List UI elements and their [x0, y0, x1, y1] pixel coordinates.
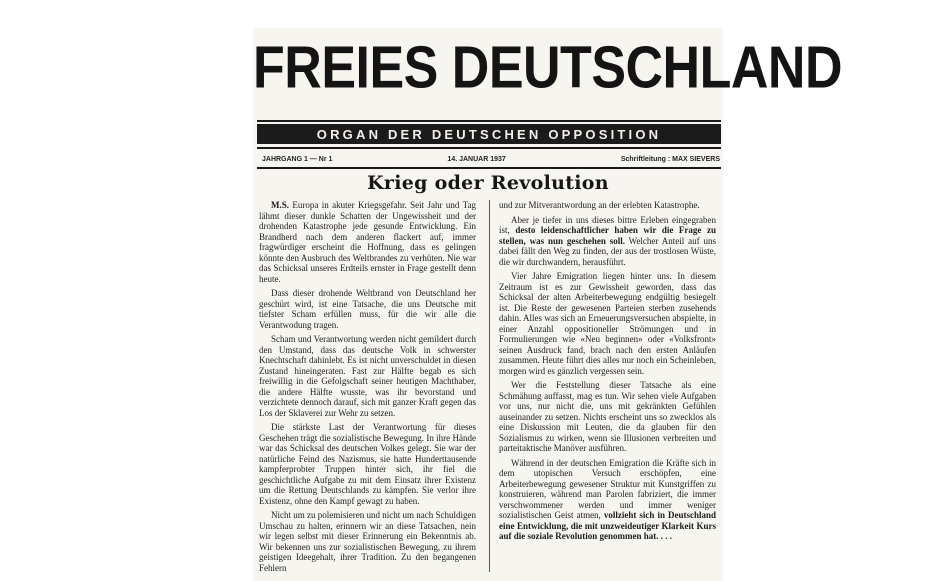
emphasis-text: desto leidenschaftlicher haben wir die Frage zu stellen, was nun geschehen soll. — [499, 225, 716, 246]
article-paragraph: M.S. Europa in akuter Kriegsgefahr. Seit Jahr und Tag lähmt dieser dunkle Schatten der Ungewissheit und der drohenden Katastrophe jede gesunde Entwicklung. Ein Brandherd nach dem anderen flackert auf, immer fragwürdiger erscheint die Hoffnung, dass es gelingen könnte den Ausbruch des Weltbrandes zu verhüten. Nie war das Schicksal unseres Erdteils ernster in Frage gestellt denn heute. — [259, 200, 476, 284]
article-paragraph: Vier Jahre Emigration liegen hinter uns. In diesem Zeitraum ist es zur Gewissheit geworden, dass das Schicksal der alten Arbeiterbewegung endgültig besiegelt ist. Die Reste der gewesenen Parteien sterben zusehends dahin. Alles was sich an Erneuerungsversuchen abspielte, in einer Anzahl oppositioneller Strömungen und in Formulierungen wie «Neu beginnen» oder «Volksfront» seinen Ausdruck fand, brach nach den ersten Anläufen zusammen. Heute führt dies alles nur noch ein Scheinleben, morgen wird es gänzlich vergessen sein. — [499, 271, 716, 376]
article-column-left — [259, 200, 476, 575]
article-paragraph: Die stärkste Last der Verantwortung für dieses Geschehen trägt die sozialistische Bewegung. In ihre Hände war das Schicksal des deutschen Volkes gelegt. Sie war der natürliche Feind des Nazismus, sie hatte Hunderttausende kampferprobter Truppen hinter sich, ihr fiel die geschichtliche Aufgabe zu mit dem Einsatz ihrer Existenz um die Rettung Deutschlands zu kämpfen. Sie verlor ihre Existenz, ohne den Kampf gewagt zu haben. — [259, 422, 476, 506]
masthead-rule-middle — [257, 147, 721, 149]
issue-info-row — [262, 153, 720, 165]
issue-number: JAHRGANG 1 — Nr 1 — [262, 155, 333, 163]
article-paragraph: Nicht um zu polemisieren und nicht um nach Schuldigen Umschau zu halten, erinnern wir an diese Tatsachen, nein wir legen selbst mit dieser Erinnerung ein Bekenntnis ab. Wir bekennen uns zur sozialistischen Bewegung, zu ihrem geistigen Ideegehalt, ihrer Tradition. Zu den begangenen Fehlern — [259, 510, 476, 573]
masthead-rule-top — [257, 120, 721, 122]
column-divider — [489, 200, 490, 572]
masthead — [253, 30, 843, 102]
editor-credit: Schriftleitung : MAX SIEVERS — [620, 155, 720, 163]
article-headline: Krieg oder Revolution — [367, 172, 609, 194]
article-paragraph: Während in der deutschen Emigration die Kräfte sich in dem utopischen Versuch erschöpfen, eine Arbeiterbewegung gewesener Struktur mit Kunstgriffen zu konstruieren, während man Parolen fabriziert, die immer verschwommener werden und immer weniger sozialistischen Geist atmen, vollzieht sich in Deutschland eine Entwicklung, die mit unzweideutiger Klarkeit Kurs auf die soziale Revolution genommen hat. . . . — [499, 457, 716, 541]
article-column-right — [499, 200, 716, 575]
newspaper-subtitle: ORGAN DER DEUTSCHEN OPPOSITION — [257, 124, 721, 144]
article-paragraph: und zur Mitverantwordung an der erlebten Katastrophe. — [499, 200, 700, 210]
issue-date: 14. JANUAR 1937 — [447, 155, 506, 163]
newspaper-title: FREIES DEUTSCHLAND — [253, 34, 843, 102]
article-paragraph: Dass dieser drohende Weltbrand von Deutschland her geschürt wird, ist eine Tatsache, die uns Deutsche mit tiefster Scham erfüllen muss, für die wir alle die Verantwodung tragen. — [259, 288, 476, 330]
emphasis-text: vollzieht sich in Deutschland eine Entwicklung, die mit unzweideutiger Klarkeit Kurs auf die soziale Revolution genommen hat. . . . — [499, 510, 716, 541]
article-paragraph: Aber je tiefer in uns dieses bittre Erleben eingegraben ist, desto leidenschaftlicher haben wir die Frage zu stellen, was nun geschehen soll. Welcher Anteil auf uns dabei fällt den Weg zu finden, der aus der trostlosen Wüste, die wir durchwandern, herausführt. — [499, 214, 716, 267]
masthead-rule-bottom — [257, 167, 721, 169]
author-initials: M.S. — [271, 200, 289, 210]
article-paragraph: Wer die Feststellung dieser Tatsache als eine Schmähung auffasst, mag es tun. Wir sehen viele Aufgaben vor uns, nur nicht die, uns mit gekränkten Gefühlen auseinander zu setzen. Nichts erscheint uns so zwecklos als eine Diskussion mit Leuten, die da glauben für den Sozialismus zu wirken, wenn sie Illusionen verbreiten und parteitaktische Manöver ausführen. — [499, 380, 716, 453]
article-paragraph: Scham und Verantwortung werden nicht gemildert durch den Umstand, dass das deutsche Volk in schwerster Knechtschaft dahinlebt. Es ist nicht unverschuldet in diesen Zustand hineingeraten. Fast zur Hälfte begab es sich freiwillig in die Gefolgschaft seiner heutigen Machthaber, die andere Hälfte wusste, was ihr bevorstand und verzichtete dennoch darauf, sich mit ganzer Kraft gegen das Los der Sklaverei zur Wehr zu setzen. — [259, 334, 476, 418]
